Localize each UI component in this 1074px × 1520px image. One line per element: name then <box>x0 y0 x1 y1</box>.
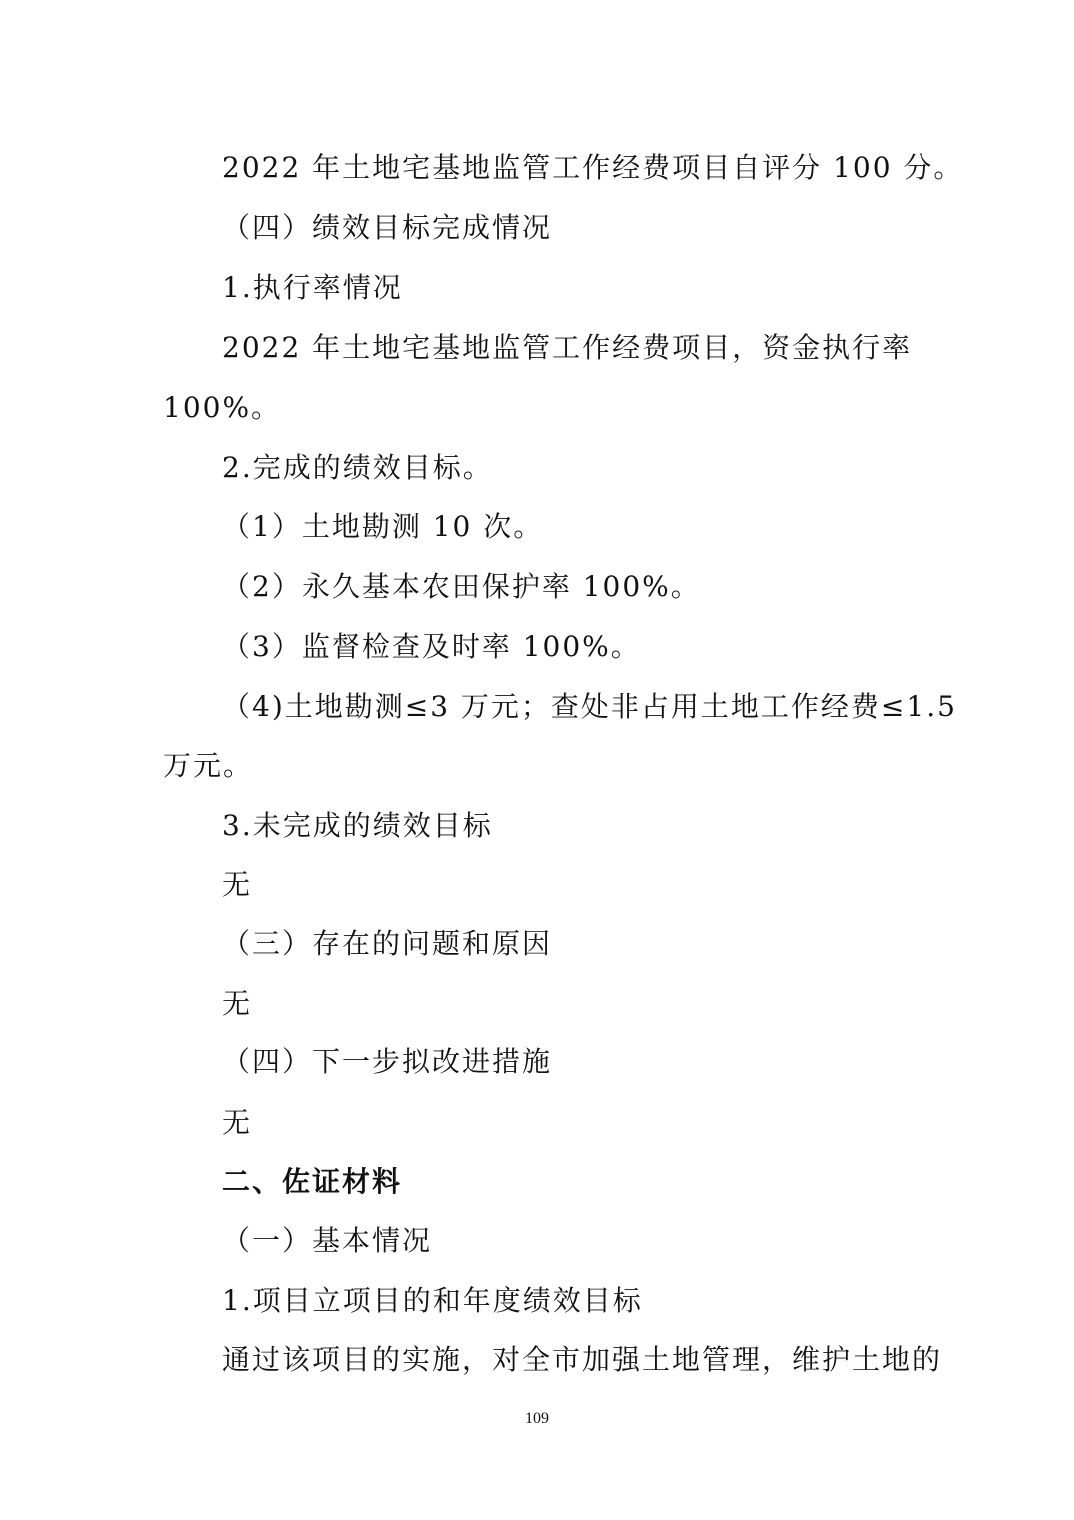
completed-goal-item-1: （1）土地勘测 10 次。 <box>222 510 544 543</box>
section-heading-performance-goals: （四）绩效目标完成情况 <box>222 211 553 244</box>
chapter-heading-supporting-materials: 二、佐证材料 <box>222 1165 403 1198</box>
execution-rate-paragraph-continuation: 100%。 <box>163 391 282 424</box>
completed-goal-item-3: （3）监督检查及时率 100%。 <box>222 630 641 663</box>
page-number: 109 <box>525 1410 549 1427</box>
section-heading-improvements: （四）下一步拟改进措施 <box>222 1045 553 1078</box>
completed-goal-item-4: （4)土地勘测≤3 万元；查处非占用土地工作经费≤1.5 <box>222 690 957 723</box>
subheading-completed-goals: 2.完成的绩效目标。 <box>222 451 493 484</box>
completed-goal-item-4-continuation: 万元。 <box>163 749 254 782</box>
project-purpose-paragraph: 通过该项目的实施，对全市加强土地管理，维护土地的 <box>222 1343 943 1376</box>
subheading-project-purpose: 1.项目立项目的和年度绩效目标 <box>222 1284 643 1317</box>
section-heading-problems: （三）存在的问题和原因 <box>222 927 553 960</box>
completed-goal-item-2: （2）永久基本农田保护率 100%。 <box>222 570 701 603</box>
self-evaluation-score-line: 2022 年土地宅基地监管工作经费项目自评分 100 分。 <box>222 151 964 184</box>
subheading-execution-rate: 1.执行率情况 <box>222 271 403 304</box>
improvements-value: 无 <box>222 1106 253 1139</box>
section-heading-basic-info: （一）基本情况 <box>222 1224 433 1257</box>
incomplete-goals-value: 无 <box>222 868 253 901</box>
subheading-incomplete-goals: 3.未完成的绩效目标 <box>222 809 493 842</box>
problems-value: 无 <box>222 987 253 1020</box>
execution-rate-paragraph: 2022 年土地宅基地监管工作经费项目，资金执行率 <box>222 331 913 364</box>
